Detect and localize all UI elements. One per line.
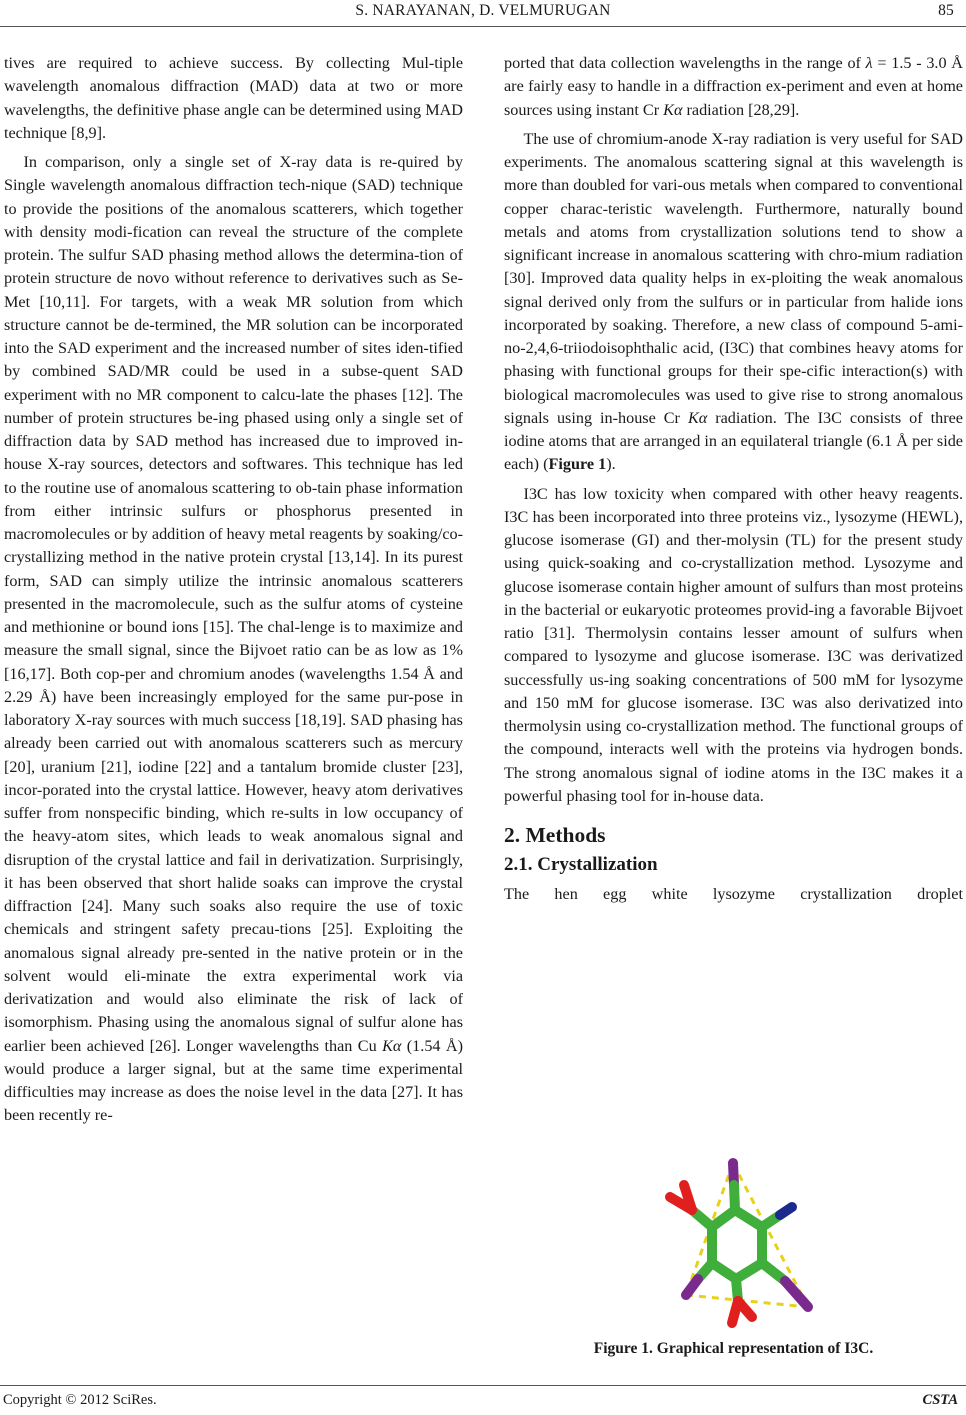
left-column	[4, 52, 463, 1128]
paragraph: The hen egg white lysozyme crystallization droplet	[504, 884, 963, 903]
paragraph-text: radiation [28,29].	[682, 100, 800, 119]
copyright-notice: Copyright © 2012 SciRes.	[3, 1392, 157, 1408]
paragraph: tives are required to achieve success. By collecting Mul-tiple wavelength anomalous diffraction (MAD) data at two or more wavelengths, the definitive phase angle can be determined using MAD technique [8,9].	[4, 54, 463, 142]
paragraph-text: = 1.5 - 3.0 Å are fairly easy to handle in a diffraction ex-periment and even at home sources using instant Cr	[504, 54, 963, 119]
paragraph-text: (1.54 Å) would produce a larger signal, but at the same time experimental difficulties may increase as does the noise level in the data [27]. It has been recently re-	[4, 1036, 463, 1125]
paragraph	[504, 52, 963, 122]
molecule-bonds	[670, 1163, 808, 1323]
figure-reference: Figure 1	[548, 455, 607, 474]
header-divider	[0, 26, 966, 27]
paragraph-text: radiation. The I3C consists of three iodine atoms that are arranged in an equilateral triangle (6.1 Å per side each) (	[504, 408, 963, 474]
paragraph	[4, 151, 463, 1128]
running-authors: S. NARAYANAN, D. VELMURUGAN	[355, 2, 611, 19]
paragraph-text: The use of chromium-anode X-ray radiation is very useful for SAD experiments. The anomalous scattering signal at this wavelength is more than doubled for vari-ous metals when compared to conventional copper charac-teristic wavelength. Furthermore, naturally bound metals and atoms from crystallization solutions tend to show a significant increase in anomalous scattering with chro-mium radiation [30]. Improved data quality helps in ex-ploiting the weak anomalous signal derived only from the sulfurs or in particular from halide ions incorporated by soaking. Therefore, a new class of compound 5-ami-no-2,4,6-triiodoisophthalic acid, (I3C) that combines heavy atoms for phasing with functional groups for their spe-cific interaction(s) with biological macromolecules was used to give rise to strong anomalous signals using in-house Cr	[504, 129, 963, 427]
paragraph	[504, 128, 963, 477]
kalpha-symbol: Kα	[382, 1036, 402, 1055]
paragraph-text: ported that data collection wavelengths in the range of	[504, 54, 866, 72]
page-number: 85	[938, 2, 954, 19]
paragraph: I3C has low toxicity when compared with other heavy reagents. I3C has been incorporated into three proteins viz., lysozyme (HEWL), glucose isomerase (GI) and ther-molysin (TL) for the present study using quick-soaking and co-crystallization method. Lysozyme and glucose isomerase contain higher amount of sulfurs than most proteins in the bacterial or eukaryotic proteomes provid-ing a favorable Bijvoet ratio [31]. Thermolysin contains lesser amount of sulfurs when compared to lysozyme and glucose isomerase. I3C was derivatized successfully us-ing soaking concentrations of 500 mM for lysozyme and 150 mM for glucose isomerase. I3C was also derivatized into thermolysin using co-crystallization method. The functional groups of the compound, interacts well with the proteins via hydrogen bonds. The strong anomalous signal of iodine atoms in the I3C makes it a powerful phasing tool for in-house data.	[504, 484, 963, 805]
lambda-symbol: λ	[865, 54, 873, 72]
section-heading: 2. Methods	[504, 823, 606, 847]
figure-caption: Figure 1. Graphical representation of I3C.	[593, 1340, 874, 1357]
right-column	[504, 52, 963, 906]
paragraph-text: ).	[606, 455, 616, 474]
paragraph-text: In comparison, only a single set of X-ray data is re-quired by Single wavelength anomalous diffraction tech-nique (SAD) technique to provide the positions of the anomalous scatterers, which together with density modi-fication can reveal the structure of the complete protein. The sulfur SAD phasing method allows the determina-tion of protein structure de novo without reference to derivatives such as Se-Met [10,11]. For targets, with a weak MR solution from which structure cannot be de-termined, the MR solution can be incorporated into the SAD experiment and the increased number of sites iden-tified by combined SAD/MR could be used in a subse-quent SAD experiment with no MR component to calcu-late the phases [12]. The number of protein structures be-ing phased using only a single set of diffraction data by SAD method has increased due to improved in-house X-ray sources, detectors and softwares. This technique has led to the routine use of anomalous scattering to ob-tain phase information from either intrinsic sulfurs or phosphorus presented in macromolecules or by addition of heavy metal reagents by soaking/co-crystallizing method in the native protein crystal [13,14]. In its purest form, SAD can simply utilize the intrinsic anomalous scatterers presented in the macromolecule, such as the sulfur atoms of cysteine and methionine or bound ions [15]. The chal-lenge is to maximize and measure the small signal, since the Bijvoet ratio can be as low as 1% [16,17]. Both cop-per and chromium anodes (wavelengths 1.54 Å and 2.29 Å) have been increasingly employed for the same pur-pose in laboratory X-ray sources with much success [18,19]. SAD phasing has already been carried out with anomalous scatterers such as mercury [20], uranium [21], iodine [22] and a tantalum bromide cluster [23], incor-porated into the crystal lattice. However, heavy atom derivatives suffer from nonspecific binding, which re-sults in low occupancy of the heavy-atom sites, which leads to weak anomalous signal and disruption of the crystal lattice and fail in derivatization. Surprisingly, it has been observed that short halide soaks can improve the crystal diffraction [24]. Many such soaks also require the use of toxic chemicals and stringent safety precau-tions [25]. Exploiting the anomalous signal already pre-sented in the native protein or in the solvent would eli-minate the extra experimental work via derivatization and would also eliminate the risk of lack of isomorphism. Phasing using the anomalous signal of sulfur alone has earlier been achieved [26]. Longer wavelengths than Cu	[4, 153, 463, 1055]
subsection-heading: 2.1. Crystallization	[504, 854, 658, 876]
kalpha-symbol: Kα	[663, 100, 683, 119]
page-header	[0, 2, 966, 26]
molecule-figure	[640, 1155, 830, 1330]
i3c-molecule-graphic	[640, 1155, 830, 1330]
journal-abbreviation: CSTA	[922, 1392, 958, 1408]
footer-divider	[0, 1385, 966, 1386]
kalpha-symbol: Kα	[687, 408, 708, 427]
